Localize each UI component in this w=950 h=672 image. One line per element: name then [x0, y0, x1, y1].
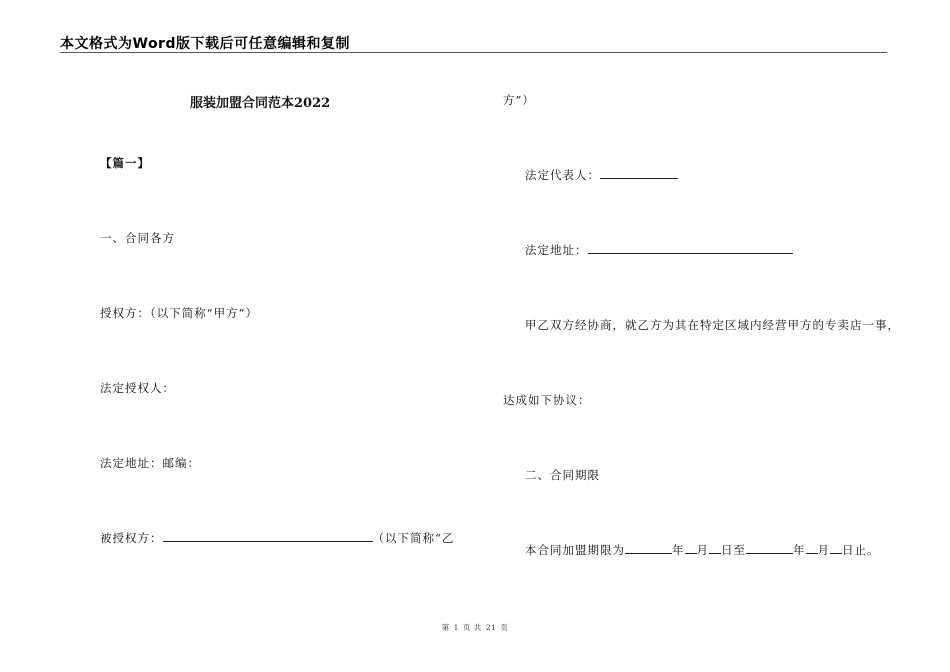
- term-month-1: 月: [696, 543, 709, 557]
- licensee-line: [100, 531, 454, 545]
- licensor-line: 授权方：（以下简称“甲方”）: [100, 306, 259, 320]
- legal-rep-line: [525, 168, 678, 182]
- agreement-line-1: 甲乙双方经协商，就乙方为其在特定区域内经营甲方的专卖店一事，: [525, 318, 900, 332]
- header-divider: [60, 52, 887, 53]
- term-prefix: 本合同加盟期限为: [525, 543, 625, 557]
- legal-rep-label: 法定代表人：: [525, 168, 600, 182]
- term-line: [525, 543, 880, 557]
- document-header: 本文格式为Word版下载后可任意编辑和复制: [60, 36, 350, 52]
- page-label-prefix: 第: [441, 623, 450, 632]
- page-footer: [0, 622, 950, 633]
- term-year-blank-1: [625, 543, 672, 554]
- term-day-1: 日至: [721, 543, 746, 557]
- agreement-line-2: 达成如下协议：: [503, 393, 591, 407]
- term-month-blank-2: [806, 543, 818, 554]
- legal-address-postcode-line: 法定地址：邮编：: [100, 456, 200, 470]
- heading-parties: 一、合同各方: [100, 231, 175, 245]
- term-day-blank-1: [709, 543, 721, 554]
- licensee-label: 被授权方：: [100, 531, 163, 545]
- term-day-blank-2: [830, 543, 842, 554]
- legal-rep-blank: [600, 168, 678, 179]
- term-year-1: 年: [672, 543, 685, 557]
- page-label-suffix: 页: [500, 623, 509, 632]
- term-month-2: 月: [817, 543, 830, 557]
- legal-address-label: 法定地址：: [525, 243, 588, 257]
- section-tag: 【篇一】: [100, 156, 150, 170]
- term-day-2: 日止。: [842, 543, 880, 557]
- legal-address-line: [525, 243, 793, 257]
- page-label-mid: 页 共: [462, 623, 482, 632]
- term-year-2: 年: [793, 543, 806, 557]
- document-title: 服装加盟合同范本2022: [190, 96, 331, 111]
- page-number: 1: [453, 623, 459, 632]
- term-month-blank-1: [685, 543, 697, 554]
- legal-licensor-line: 法定授权人：: [100, 381, 175, 395]
- licensee-suffix: （以下简称“乙: [372, 531, 455, 545]
- licensee-blank: [163, 531, 373, 542]
- term-year-blank-2: [746, 543, 793, 554]
- continuation-text: 方”）: [503, 93, 535, 107]
- total-pages: 21: [485, 623, 497, 632]
- legal-address-blank: [588, 243, 793, 254]
- heading-term: 二、合同期限: [525, 468, 600, 482]
